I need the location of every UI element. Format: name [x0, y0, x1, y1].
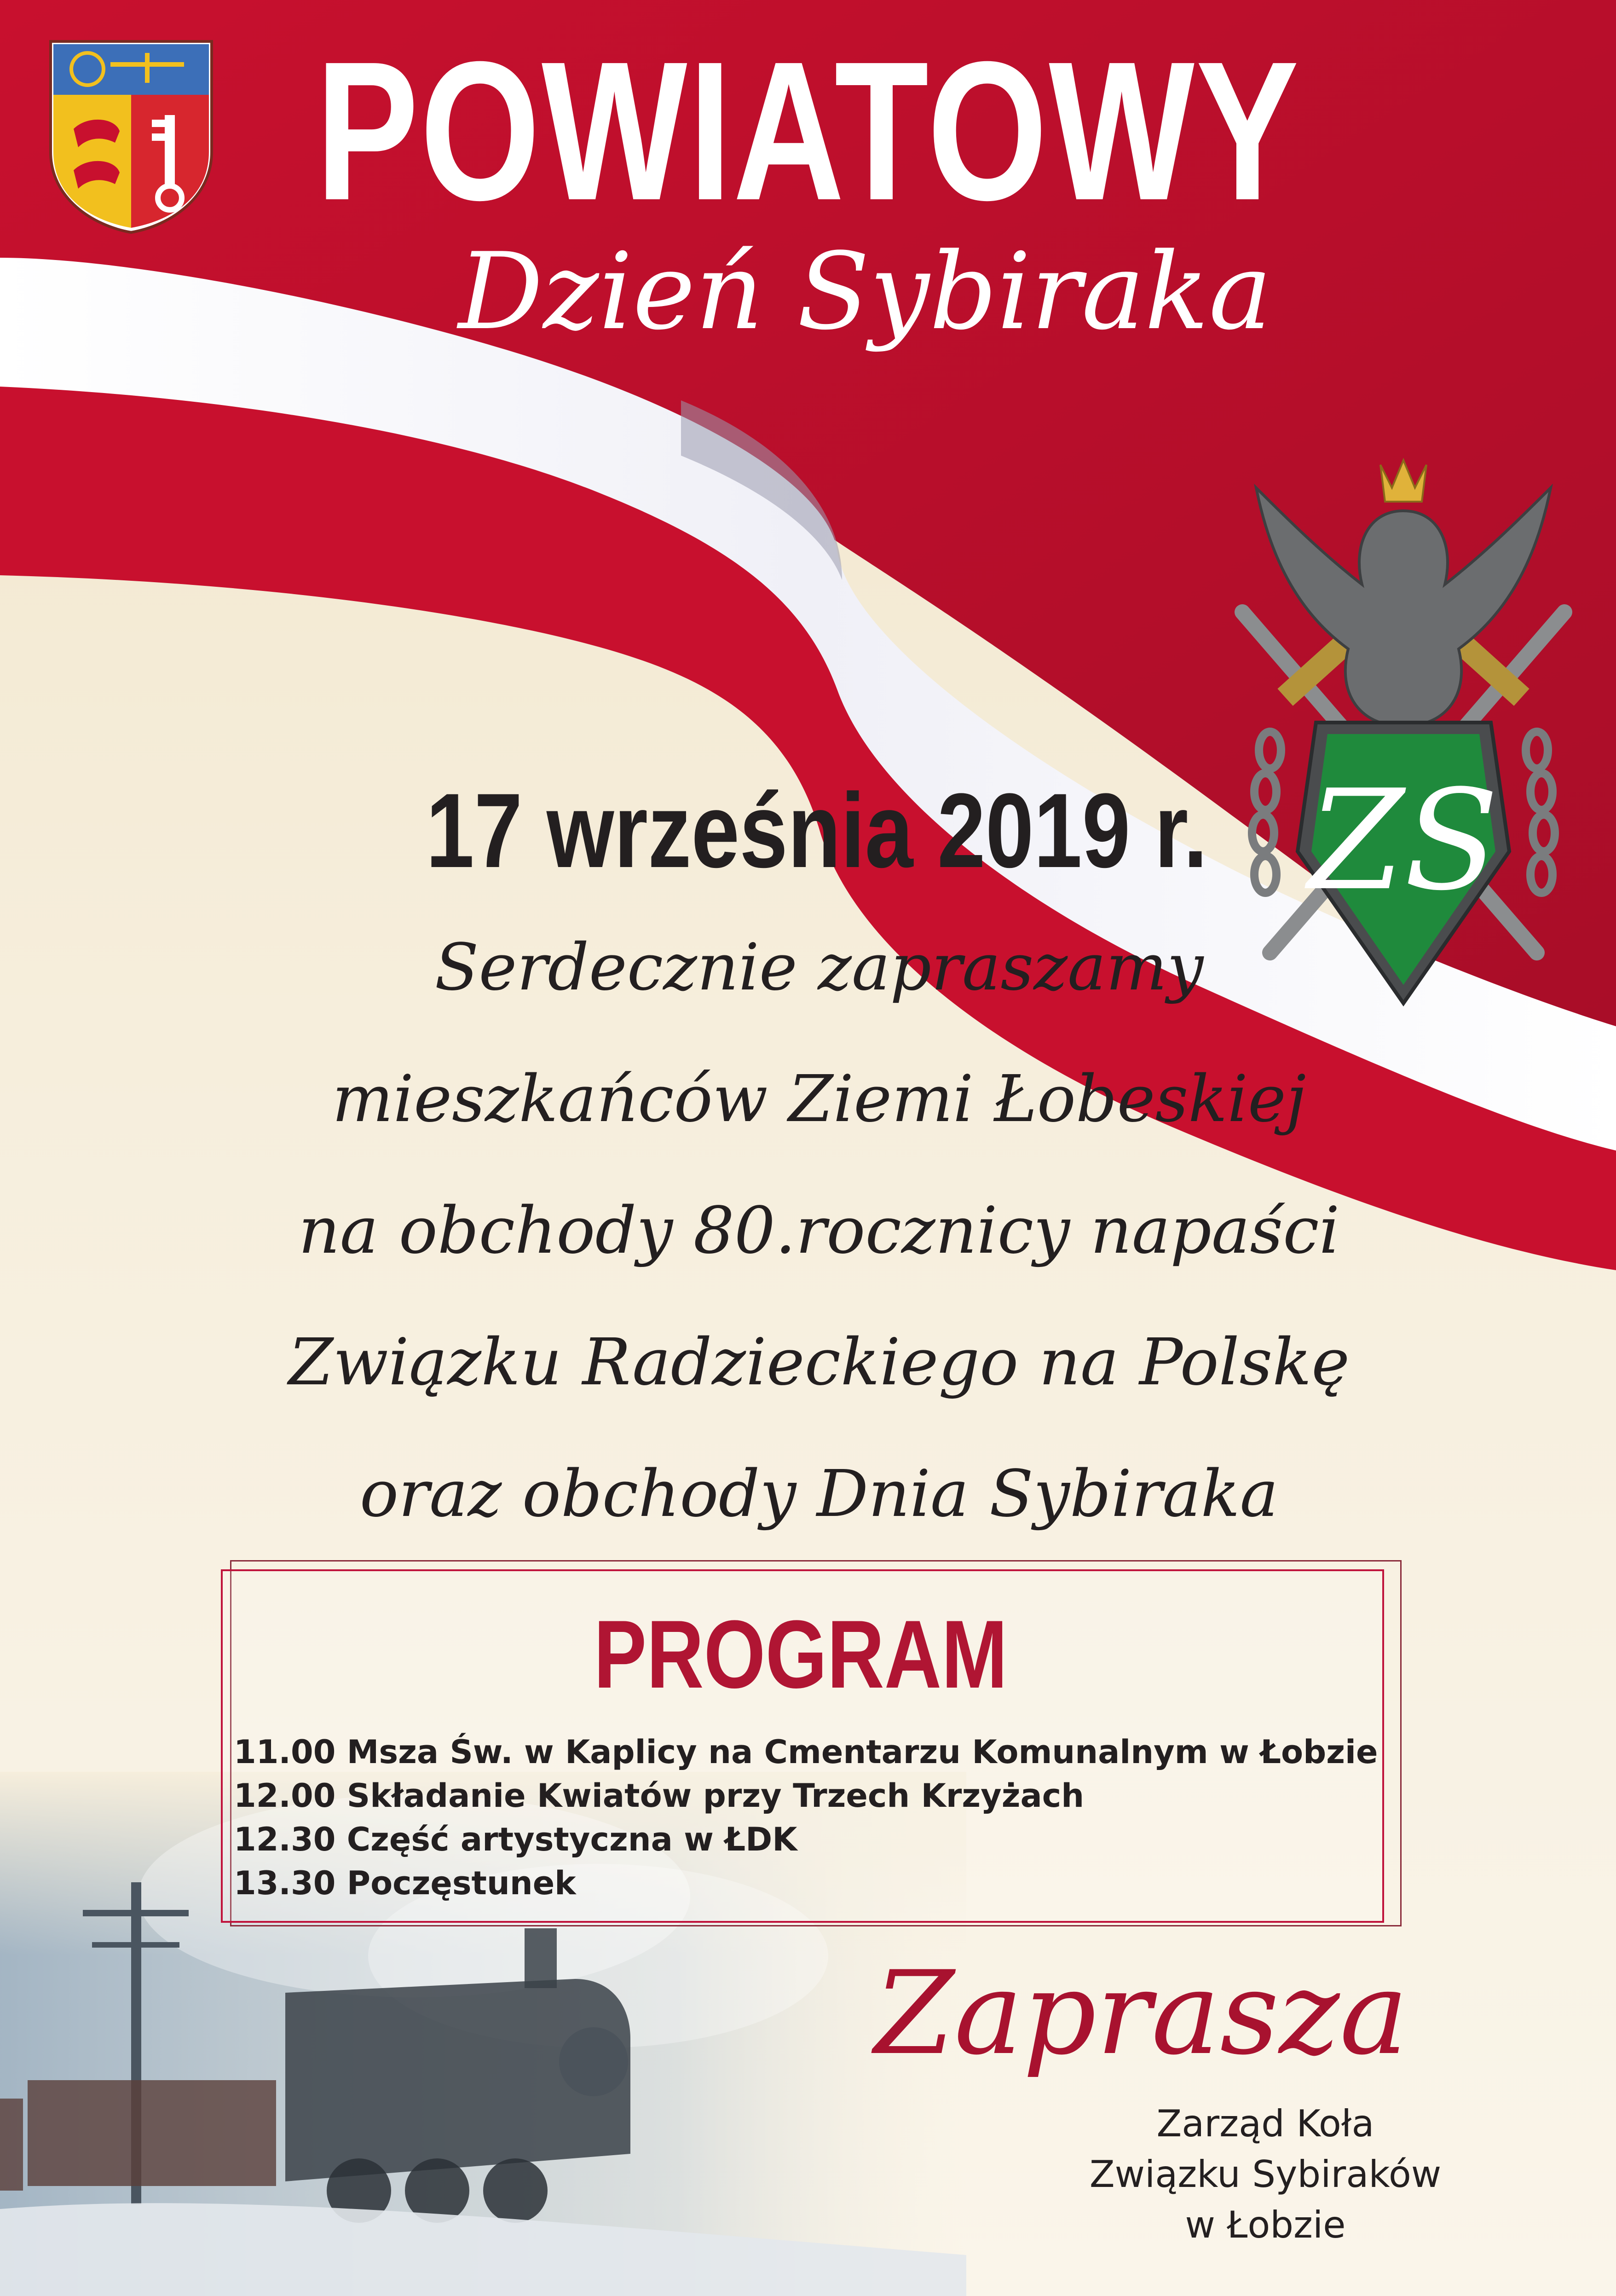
organizer-line: Zarząd Koła	[1156, 2102, 1374, 2145]
invitation-line: na obchody 80.rocznicy napaści	[298, 1193, 1340, 1268]
organizer-line: Związku Sybiraków	[1089, 2153, 1442, 2196]
poster-title: POWIATOWY	[316, 21, 1300, 242]
invitation-line: Serdecznie zapraszamy	[434, 930, 1204, 1005]
organizer	[1058, 2099, 1472, 2250]
program-item: 13.30 Poczęstunek	[234, 1864, 576, 1902]
invitation-line: mieszkańców Ziemi Łobeskiej	[332, 1062, 1306, 1137]
invitation-line: oraz obchody Dnia Sybiraka	[359, 1457, 1279, 1532]
program-item: 12.30 Część artystyczna w ŁDK	[234, 1821, 797, 1858]
invitation-line: Związku Radzieckiego na Polskę	[288, 1325, 1350, 1400]
program-list	[234, 1730, 1378, 1905]
invite-word: Zaprasza	[874, 1946, 1408, 2080]
program-title: PROGRAM	[594, 1600, 1008, 1708]
program-item: 11.00 Msza Św. w Kaplicy na Cmentarzu Komunalnym w Łobzie	[234, 1733, 1378, 1771]
emblem-letters: ZS	[1308, 760, 1499, 921]
organizer-line: w Łobzie	[1185, 2203, 1346, 2246]
poster-subtitle: Dzień Sybiraka	[458, 231, 1272, 353]
invitation-text	[175, 902, 1463, 1560]
program-item: 12.00 Składanie Kwiatów przy Trzech Krzyżach	[234, 1777, 1085, 1815]
event-date: 17 września 2019 r.	[426, 771, 1208, 890]
